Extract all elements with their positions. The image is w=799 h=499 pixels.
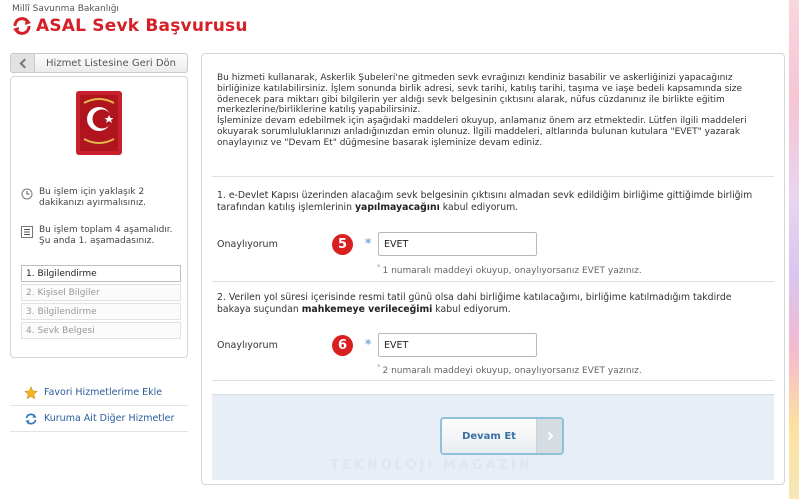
step-badge-6: 6	[332, 335, 353, 356]
intro-text	[217, 73, 765, 149]
sidebar-links	[10, 380, 188, 432]
service-logo-icon	[12, 17, 32, 35]
main-panel	[201, 53, 785, 485]
hint-2-text: 2 numaralı maddeyi okuyup, onaylıyorsanız EVET yazınız.	[382, 366, 642, 376]
decorative-strip	[789, 0, 799, 499]
confirm-input-1[interactable]	[378, 232, 537, 256]
steps-text: Bu işlem toplam 4 aşamalıdır. Şu anda 1. aşamadasınız.	[39, 225, 173, 246]
step-list	[21, 265, 181, 341]
article-2-text	[217, 292, 767, 315]
add-to-favorites-link[interactable]	[10, 380, 188, 406]
steps-info	[21, 225, 177, 247]
sidebar-panel	[10, 76, 188, 358]
article-2-pre: 2. Verilen yol süresi içerisinde resmi tatil günü olsa dahi birliğime katılacağımı, birliğime katılmadığım takdirde bakaya suçundan	[217, 292, 732, 315]
hint-2	[377, 363, 642, 376]
required-icon: *	[365, 236, 372, 250]
hint-1-marker: *	[377, 263, 381, 271]
refresh-icon	[24, 412, 38, 426]
continue-button-label: Devam Et	[462, 430, 516, 442]
step-item-3: 3. Bilgilendirme	[21, 303, 181, 320]
chevron-left-icon	[11, 54, 35, 72]
article-1-text	[217, 190, 767, 213]
hint-1	[377, 263, 642, 276]
back-button-label: Hizmet Listesine Geri Dön	[46, 57, 176, 69]
step-item-1: 1. Bilgilendirme	[21, 265, 181, 282]
divider-2	[212, 281, 774, 282]
article-1-bold: yapılmayacağını	[354, 201, 440, 213]
ministry-name: Millî Savunma Bakanlığı	[12, 4, 119, 14]
star-icon	[24, 386, 38, 400]
continue-button[interactable]	[440, 417, 564, 455]
article-2-post: kabul ediyorum.	[432, 303, 511, 315]
divider-1	[212, 176, 774, 177]
duration-info	[21, 187, 177, 209]
article-1-pre: 1. e-Devlet Kapısı üzerinden alacağım sevk belgesinin çıktısını almadan sevk edildiğim birliğime gittiğimde birliğim tarafından katılış işlemlerinin	[217, 190, 753, 213]
add-to-favorites-label: Favori Hizmetlerime Ekle	[44, 387, 163, 398]
list-icon	[21, 226, 33, 238]
page-title-row	[12, 16, 248, 36]
back-to-service-list-button[interactable]	[10, 53, 188, 73]
confirm-label-1: Onaylıyorum	[217, 239, 278, 250]
watermark: TEKNOLOJI MAGAZIN	[330, 458, 533, 473]
article-1-post: kabul ediyorum.	[439, 201, 519, 213]
clock-icon	[21, 188, 33, 200]
intro-paragraph-2: İşleminize devam edebilmek için aşağıdaki maddeleri okuyup, anlamanız önem arz etmektedir. Lütfen ilgili maddeleri okuyarak sorumluluklarınızı anladığınızdan emin olunuz. İlgili maddeleri, altlarında bulunan kutulara "EVET" yazarak onaylayınız ve "Devam Et" düğmesine basarak işleminize devam ediniz.	[217, 116, 747, 148]
hint-2-marker: *	[377, 363, 381, 371]
confirm-input-2[interactable]	[378, 333, 537, 357]
page-title: ASAL Sevk Başvurusu	[36, 16, 248, 36]
other-services-label: Kuruma Ait Diğer Hizmetler	[44, 413, 175, 424]
divider-3	[212, 380, 774, 381]
duration-text: Bu işlem için yaklaşık 2 dakikanızı ayırmalısınız.	[39, 187, 146, 208]
confirm-label-2: Onaylıyorum	[217, 340, 278, 351]
other-institution-services-link[interactable]	[10, 406, 188, 432]
step-badge-5: 5	[332, 234, 353, 255]
turkey-emblem-icon	[74, 89, 124, 157]
required-icon: *	[365, 337, 372, 351]
step-item-4: 4. Sevk Belgesi	[21, 322, 181, 339]
intro-paragraph-1: Bu hizmeti kullanarak, Askerlik Şubeleri'ne gitmeden sevk evrağınızı kendiniz basabilir ve askerliğinizi yapacağınız birliğinize katılabilirsiniz. İşlem sonunda birlik adresi, sevk tarihi, katılış tarihi, taşıma ve iaşe bedeli kapsamında size ödenecek para miktarı gibi bilgilerin yer aldığı sevk belgesinin çıktısını alarak, nüfus cüzdanınız ile birlikte eğitim merkezlerine/birliklerine katılış yapabilirsiniz.	[217, 73, 743, 116]
chevron-right-icon	[536, 419, 562, 453]
hint-1-text: 1 numaralı maddeyi okuyup, onaylıyorsanız EVET yazınız.	[382, 266, 642, 276]
article-2-bold: mahkemeye verileceğimi	[301, 303, 433, 315]
step-item-2: 2. Kişisel Bilgiler	[21, 284, 181, 301]
